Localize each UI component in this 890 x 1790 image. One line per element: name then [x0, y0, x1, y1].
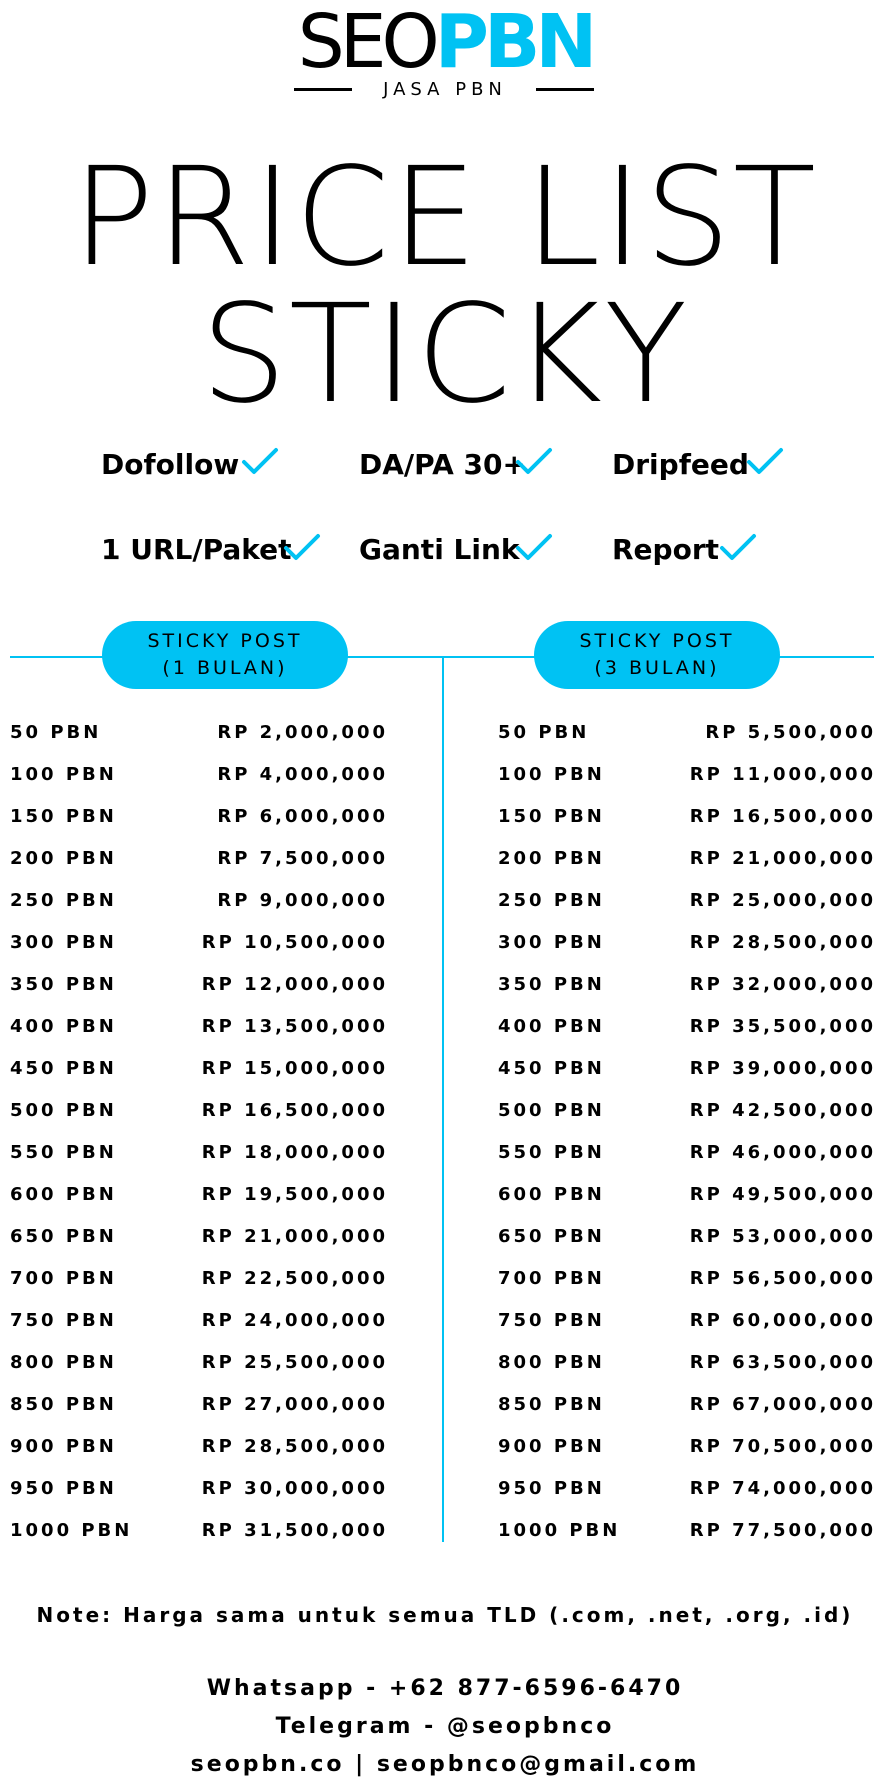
table-row [498, 712, 876, 754]
row-price: RP 46,000,000 [689, 1142, 876, 1163]
table-row [10, 1510, 388, 1552]
row-quantity: 1000 PBN [10, 1520, 133, 1541]
row-price: RP 63,500,000 [689, 1352, 876, 1373]
logo-pbn: PBN [434, 0, 593, 85]
row-price: RP 60,000,000 [689, 1310, 876, 1331]
row-price: RP 7,500,000 [217, 848, 388, 869]
contact-whatsapp: Whatsapp - +62 877-6596-6470 [206, 1676, 684, 1701]
row-quantity: 550 PBN [10, 1142, 117, 1163]
table-row [498, 1006, 876, 1048]
table-row [10, 838, 388, 880]
row-quantity: 900 PBN [498, 1436, 605, 1457]
row-price: RP 16,500,000 [689, 806, 876, 827]
check-icon [282, 532, 322, 564]
feature-item [612, 445, 749, 485]
row-price: RP 31,500,000 [201, 1520, 388, 1541]
check-icon [514, 532, 554, 564]
row-price: RP 2,000,000 [217, 722, 388, 743]
row-quantity: 350 PBN [498, 974, 605, 995]
column-header-1-bulan [102, 621, 348, 689]
row-quantity: 450 PBN [498, 1058, 605, 1079]
row-price: RP 49,500,000 [689, 1184, 876, 1205]
row-quantity: 300 PBN [10, 932, 117, 953]
row-quantity: 900 PBN [10, 1436, 117, 1457]
table-row [498, 1216, 876, 1258]
row-quantity: 350 PBN [10, 974, 117, 995]
feature-label: Ganti Link [359, 533, 520, 566]
row-price: RP 10,500,000 [201, 932, 388, 953]
row-price: RP 24,000,000 [201, 1310, 388, 1331]
table-row [498, 1090, 876, 1132]
row-price: RP 21,000,000 [201, 1226, 388, 1247]
row-price: RP 70,500,000 [689, 1436, 876, 1457]
feature-label: DA/PA 30+ [359, 448, 526, 481]
table-row [10, 964, 388, 1006]
table-row [498, 1510, 876, 1552]
table-row [10, 1384, 388, 1426]
table-row [10, 1006, 388, 1048]
row-price: RP 9,000,000 [217, 890, 388, 911]
row-quantity: 300 PBN [498, 932, 605, 953]
row-quantity: 750 PBN [10, 1310, 117, 1331]
feature-item [612, 530, 719, 570]
row-quantity: 150 PBN [10, 806, 117, 827]
row-price: RP 42,500,000 [689, 1100, 876, 1121]
row-price: RP 56,500,000 [689, 1268, 876, 1289]
row-price: RP 19,500,000 [201, 1184, 388, 1205]
table-row [10, 1132, 388, 1174]
row-quantity: 1000 PBN [498, 1520, 621, 1541]
table-row [10, 712, 388, 754]
row-price: RP 6,000,000 [217, 806, 388, 827]
row-price: RP 25,000,000 [689, 890, 876, 911]
row-price: RP 30,000,000 [201, 1478, 388, 1499]
column-header-line1: STICKY POST [147, 630, 303, 652]
row-price: RP 4,000,000 [217, 764, 388, 785]
table-row [10, 1216, 388, 1258]
row-quantity: 850 PBN [10, 1394, 117, 1415]
row-quantity: 750 PBN [498, 1310, 605, 1331]
row-quantity: 800 PBN [498, 1352, 605, 1373]
row-quantity: 650 PBN [10, 1226, 117, 1247]
table-row [498, 1258, 876, 1300]
row-quantity: 850 PBN [498, 1394, 605, 1415]
table-row [498, 796, 876, 838]
row-quantity: 450 PBN [10, 1058, 117, 1079]
row-quantity: 500 PBN [498, 1100, 605, 1121]
row-price: RP 53,000,000 [689, 1226, 876, 1247]
row-price: RP 39,000,000 [689, 1058, 876, 1079]
row-quantity: 150 PBN [498, 806, 605, 827]
table-row [10, 1048, 388, 1090]
contact-web-email: seopbn.co | seopbnco@gmail.com [190, 1752, 700, 1777]
row-quantity: 950 PBN [10, 1478, 117, 1499]
feature-item [101, 445, 239, 485]
table-row [498, 1048, 876, 1090]
table-row [498, 964, 876, 1006]
table-row [10, 880, 388, 922]
table-row [498, 1342, 876, 1384]
row-quantity: 100 PBN [10, 764, 117, 785]
table-row [10, 1342, 388, 1384]
row-price: RP 32,000,000 [689, 974, 876, 995]
row-quantity: 400 PBN [10, 1016, 117, 1037]
row-quantity: 50 PBN [498, 722, 590, 743]
price-list-1-bulan [10, 712, 388, 1552]
row-price: RP 28,500,000 [201, 1436, 388, 1457]
row-quantity: 250 PBN [498, 890, 605, 911]
table-row [10, 922, 388, 964]
row-quantity: 600 PBN [498, 1184, 605, 1205]
note: Note: Harga sama untuk semua TLD (.com, .net, .org, .id) [36, 1603, 854, 1627]
row-price: RP 67,000,000 [689, 1394, 876, 1415]
table-row [498, 1300, 876, 1342]
row-quantity: 50 PBN [10, 722, 102, 743]
table-row [498, 1174, 876, 1216]
tagline: JASA PBN [383, 79, 507, 100]
row-quantity: 700 PBN [10, 1268, 117, 1289]
row-quantity: 550 PBN [498, 1142, 605, 1163]
table-row [10, 1090, 388, 1132]
row-price: RP 22,500,000 [201, 1268, 388, 1289]
table-row [498, 880, 876, 922]
logo [0, 0, 890, 85]
table-row [498, 1468, 876, 1510]
price-list-3-bulan [498, 712, 876, 1552]
row-quantity: 250 PBN [10, 890, 117, 911]
row-price: RP 16,500,000 [201, 1100, 388, 1121]
row-quantity: 200 PBN [10, 848, 117, 869]
column-header-line1: STICKY POST [579, 630, 735, 652]
row-quantity: 650 PBN [498, 1226, 605, 1247]
row-quantity: 950 PBN [498, 1478, 605, 1499]
row-quantity: 500 PBN [10, 1100, 117, 1121]
column-divider [442, 657, 444, 1542]
row-price: RP 12,000,000 [201, 974, 388, 995]
check-icon [240, 446, 280, 478]
logo-seo: SEO [297, 0, 435, 85]
row-price: RP 5,500,000 [705, 722, 876, 743]
row-quantity: 600 PBN [10, 1184, 117, 1205]
feature-label: Dripfeed [612, 448, 749, 481]
row-quantity: 200 PBN [498, 848, 605, 869]
feature-item [359, 445, 526, 485]
table-row [498, 1132, 876, 1174]
table-row [10, 1468, 388, 1510]
table-row [10, 1426, 388, 1468]
row-price: RP 35,500,000 [689, 1016, 876, 1037]
table-row [10, 1174, 388, 1216]
table-row [10, 754, 388, 796]
row-quantity: 800 PBN [10, 1352, 117, 1373]
contact-telegram: Telegram - @seopbnco [275, 1714, 615, 1739]
table-row [498, 1426, 876, 1468]
row-quantity: 700 PBN [498, 1268, 605, 1289]
row-price: RP 13,500,000 [201, 1016, 388, 1037]
check-icon [718, 532, 758, 564]
column-header-3-bulan [534, 621, 780, 689]
table-row [10, 1258, 388, 1300]
row-price: RP 15,000,000 [201, 1058, 388, 1079]
feature-label: 1 URL/Paket [101, 533, 292, 566]
row-quantity: 100 PBN [498, 764, 605, 785]
table-row [498, 1384, 876, 1426]
table-row [498, 838, 876, 880]
row-price: RP 25,500,000 [201, 1352, 388, 1373]
table-row [10, 1300, 388, 1342]
row-price: RP 28,500,000 [689, 932, 876, 953]
table-row [498, 922, 876, 964]
row-price: RP 77,500,000 [689, 1520, 876, 1541]
row-price: RP 27,000,000 [201, 1394, 388, 1415]
page-title-line2: STICKY [200, 276, 690, 434]
feature-label: Report [612, 533, 720, 566]
tagline-rule-right [536, 88, 594, 91]
check-icon [745, 446, 785, 478]
check-icon [514, 446, 554, 478]
column-header-line2: (3 BULAN) [594, 657, 720, 679]
feature-item [101, 530, 292, 570]
row-price: RP 11,000,000 [689, 764, 876, 785]
page-title-line1: PRICE LIST [71, 139, 819, 297]
feature-label: Dofollow [101, 448, 240, 481]
row-price: RP 18,000,000 [201, 1142, 388, 1163]
feature-item [359, 530, 520, 570]
table-row [10, 796, 388, 838]
row-price: RP 21,000,000 [689, 848, 876, 869]
table-row [498, 754, 876, 796]
column-header-line2: (1 BULAN) [162, 657, 288, 679]
row-quantity: 400 PBN [498, 1016, 605, 1037]
row-price: RP 74,000,000 [689, 1478, 876, 1499]
